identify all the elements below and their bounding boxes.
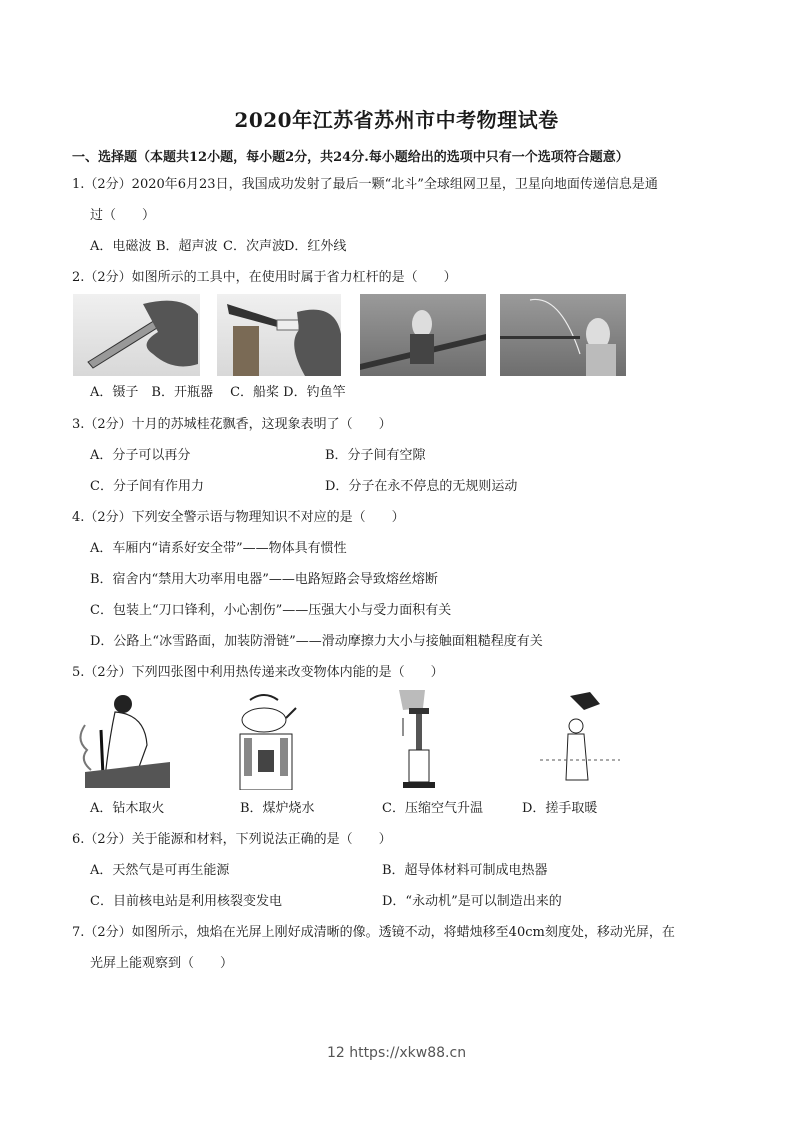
rubbing-hands-image (540, 690, 620, 790)
bottle-opener-image (217, 294, 341, 376)
question-1-stem: 1.（2分）2020年6月23日，我国成功发射了最后一颗“北斗”全球组网卫星，卫星向地面传递信息是通 (72, 177, 658, 192)
q5-option-d: D．搓手取暖 (522, 801, 598, 816)
q2-options: A．镊子 B．开瓶器 C．船桨 D．钓鱼竿 (90, 385, 346, 400)
question-4-stem: 4.（2分）下列安全警示语与物理知识不对应的是（ ） (72, 510, 405, 525)
air-compression-piston-image (395, 690, 445, 790)
q4-option-b: B．宿舍内“禁用大功率用电器”——电路短路会导致熔丝熔断 (90, 572, 438, 587)
question-2-stem: 2.（2分）如图所示的工具中，在使用时属于省力杠杆的是（ ） (72, 270, 457, 285)
q4-option-d: D．公路上“冰雪路面，加装防滑链”——滑动摩擦力大小与接触面粗糙程度有关 (90, 634, 543, 649)
question-7-stem: 7.（2分）如图所示，烛焰在光屏上刚好成清晰的像。透镜不动，将蜡烛移至40cm刻度处，移动光屏，在 (72, 925, 675, 940)
q6-option-d: D．“永动机”是可以制造出来的 (382, 894, 562, 909)
question-5-stem: 5.（2分）下列四张图中利用热传递来改变物体内能的是（ ） (72, 665, 444, 680)
q1-option-b: B．超声波 (156, 239, 218, 254)
page-footer: 12 https://xkw88.cn (326, 1045, 467, 1061)
q3-option-b: B．分子间有空隙 (325, 448, 426, 463)
q6-option-b: B．超导体材料可制成电热器 (382, 863, 548, 878)
page-title: 2020年江苏省苏州市中考物理试卷 (234, 108, 559, 132)
q4-option-a: A．车厢内“请系好安全带”——物体具有惯性 (90, 541, 347, 556)
question-7-stem-cont: 光屏上能观察到（ ） (90, 956, 234, 971)
question-6-stem: 6.（2分）关于能源和材料，下列说法正确的是（ ） (72, 832, 392, 847)
q1-option-c: C．次声波 (223, 239, 285, 254)
question-1-stem-cont: 过（ ） (90, 208, 156, 223)
q3-option-d: D．分子在永不停息的无规则运动 (325, 479, 518, 494)
rowing-oar-image (360, 294, 486, 376)
q3-option-c: C．分子间有作用力 (90, 479, 204, 494)
question-3-stem: 3.（2分）十月的苏城桂花飘香，这现象表明了（ ） (72, 417, 392, 432)
coal-stove-kettle-image (234, 690, 298, 790)
q5-option-b: B．煤炉烧水 (240, 801, 315, 816)
tweezers-image (73, 294, 200, 376)
q5-option-a: A．钻木取火 (90, 801, 165, 816)
q3-option-a: A．分子可以再分 (90, 448, 191, 463)
fishing-rod-image (500, 294, 626, 376)
q4-option-c: C．包装上“刀口锋利，小心割伤”——压强大小与受力面积有关 (90, 603, 452, 618)
q6-option-c: C．目前核电站是利用核裂变发电 (90, 894, 282, 909)
q1-option-a: A．电磁波 (90, 239, 152, 254)
drilling-wood-fire-image (75, 690, 175, 790)
section-heading: 一、选择题（本题共12小题，每小题2分，共24分.每小题给出的选项中只有一个选项符合题意） (72, 150, 629, 165)
q5-option-c: C．压缩空气升温 (382, 801, 483, 816)
q6-option-a: A．天然气是可再生能源 (90, 863, 230, 878)
q1-option-d: D．红外线 (284, 239, 347, 254)
